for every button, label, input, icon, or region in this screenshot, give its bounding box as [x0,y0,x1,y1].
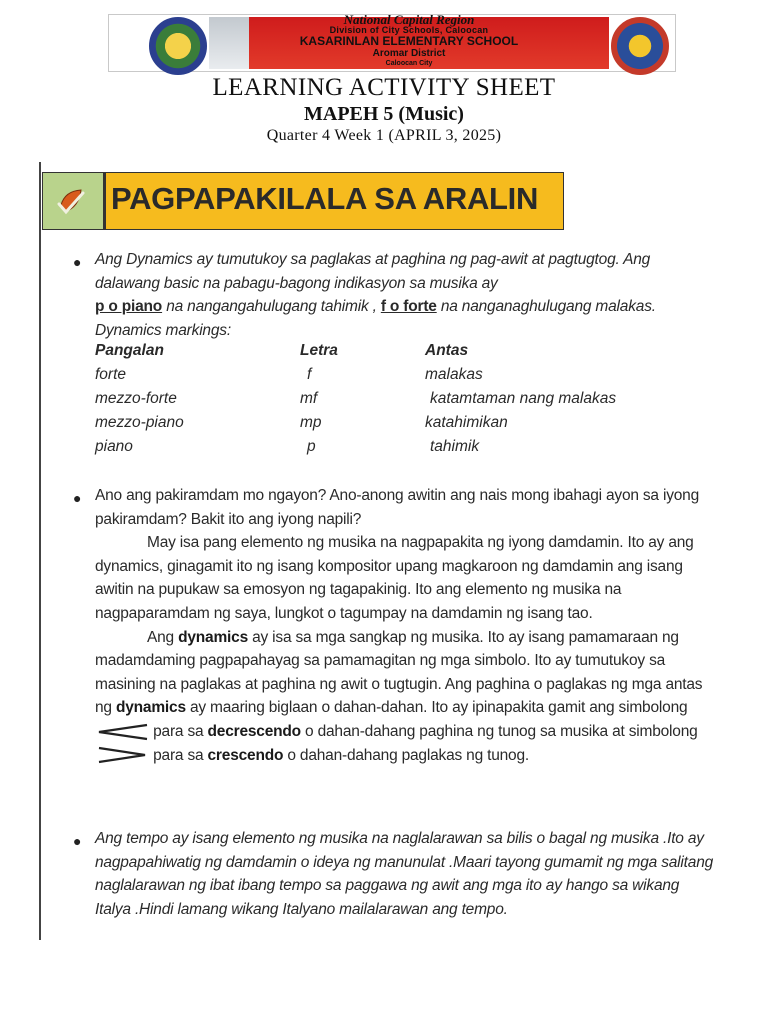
intro-text: Ang Dynamics ay tumutukoy sa paglakas at paghina ng pag-awit at pagtugtog. Ang dalawang basic na pabagu-bagong indikasyon sa musika ay [95,251,651,292]
subject-title: MAPEH 5 (Music) [304,103,464,125]
table-cell: mf [300,390,318,407]
dynamics-paragraph-1: May isa pang elemento ng musika na nagpapakita ng iyong damdamin. Ito ay ang dynamics, ginagamit ito ng isang kompositor upang magkaroon ng damdamin ang isang awitin na pupukaw sa emosyon ng tagapakinig. Ito ang elemento ng musika na nagpaparamdam ng saya, lungkot o tagumpay na damdamin ng isang tao. [95,534,694,622]
dynamics-intro-paragraph [95,248,715,342]
division-seal-icon [611,17,669,75]
dynamics-keyword: dynamics [115,699,186,717]
p2-text: ay maaring biglaan o dahan-dahan. Ito ay ipinapakita gamit ang simbolong [185,699,688,717]
forte-meaning: na nanganaghulugang malakas. [436,298,656,316]
table-cell: malakas [425,366,483,383]
table-cell: mp [300,414,322,431]
piano-meaning: na nangangahulugang tahimik , [162,298,377,316]
table-cell: mezzo-piano [95,414,184,431]
bullet-dot: ● [73,490,82,506]
decrescendo-symbol-icon [95,722,149,742]
crescendo-symbol-icon [95,745,149,765]
city-name: Caloocan City [385,60,433,67]
table-cell: tahimik [430,438,480,455]
decrescendo-keyword: decrescendo [207,722,301,740]
p2-text: para sa [153,746,208,764]
feelings-question: Ano ang pakiramdam mo ngayon? Ano-anong awitin ang nais mong ibahagi ayon sa iyong pakiramdam? Bakit ito ang iyong napili? [95,487,700,528]
forte-term: f o forte [380,298,437,316]
left-margin-rule [39,162,41,940]
school-header-banner [108,14,676,72]
leaf-checkmark-icon [55,187,89,217]
table-cell: forte [95,366,127,383]
table-cell: p [307,438,316,455]
tempo-paragraph: Ang tempo ay isang elemento ng musika na naglalarawan sa bilis o bagal ng musika .Ito ay nagpapahiwatig ng damdamin o ideya ng manunulat .Maari tayong gumamit ng mga salitang naglalarawan ng ibat ibang tempo sa paggawa ng awit ang mga ito ay hango sa wikang Italya .Hindi lamang wikang Italyano mailalarawan ang tempo. [95,830,714,918]
sheet-title: LEARNING ACTIVITY SHEET [212,74,556,101]
p2-text: Ang [147,628,179,646]
col-header-letter: Letra [300,342,338,359]
quarter-date: Quarter 4 Week 1 (APRIL 3, 2025) [266,127,502,144]
table-cell: f [307,366,312,383]
p2-text: ay isa sa mga sangkap ng musika. Ito ay isang pamamaraan ng madamdaming pagpapahayag sa pamamagitan ng mga simbolo. Ito ay tumutukoy sa masining na paglakas at paghina ng awit o tugtugin. Ang paghina o paglakas ng mga antas ng [95,628,703,717]
bullet-dot: ● [73,254,82,270]
dynamics-explanation [95,484,715,767]
table-cell: mezzo-forte [95,390,177,407]
piano-term: p o piano [95,298,163,316]
school-seal-icon [149,17,207,75]
col-header-name: Pangalan [95,342,164,359]
markings-label: Dynamics markings: [95,321,231,339]
crescendo-keyword: crescendo [207,746,284,764]
school-name: KASARINLAN ELEMENTARY SCHOOL [299,34,519,48]
table-cell: katahimikan [425,414,508,431]
section-header [42,172,564,230]
table-cell: katamtaman nang malakas [430,390,617,407]
table-cell: piano [95,438,133,455]
division-name: Division of City Schools, Caloocan [329,25,489,35]
district-name: Aromar District [372,48,446,59]
dynamics-keyword: dynamics [178,628,248,646]
bullet-dot: ● [73,833,82,849]
section-title: PAGPAPAKILALA SA ARALIN [111,181,539,216]
p2-text: o dahan-dahang paghina ng tunog sa musika at simbolong [300,722,698,740]
section-icon-box [43,173,106,229]
p2-text: o dahan-dahang paglakas ng tunog. [283,746,529,764]
col-header-level: Antas [425,342,469,359]
p2-text: para sa [153,722,208,740]
region-name: National Capital Region [343,12,475,27]
